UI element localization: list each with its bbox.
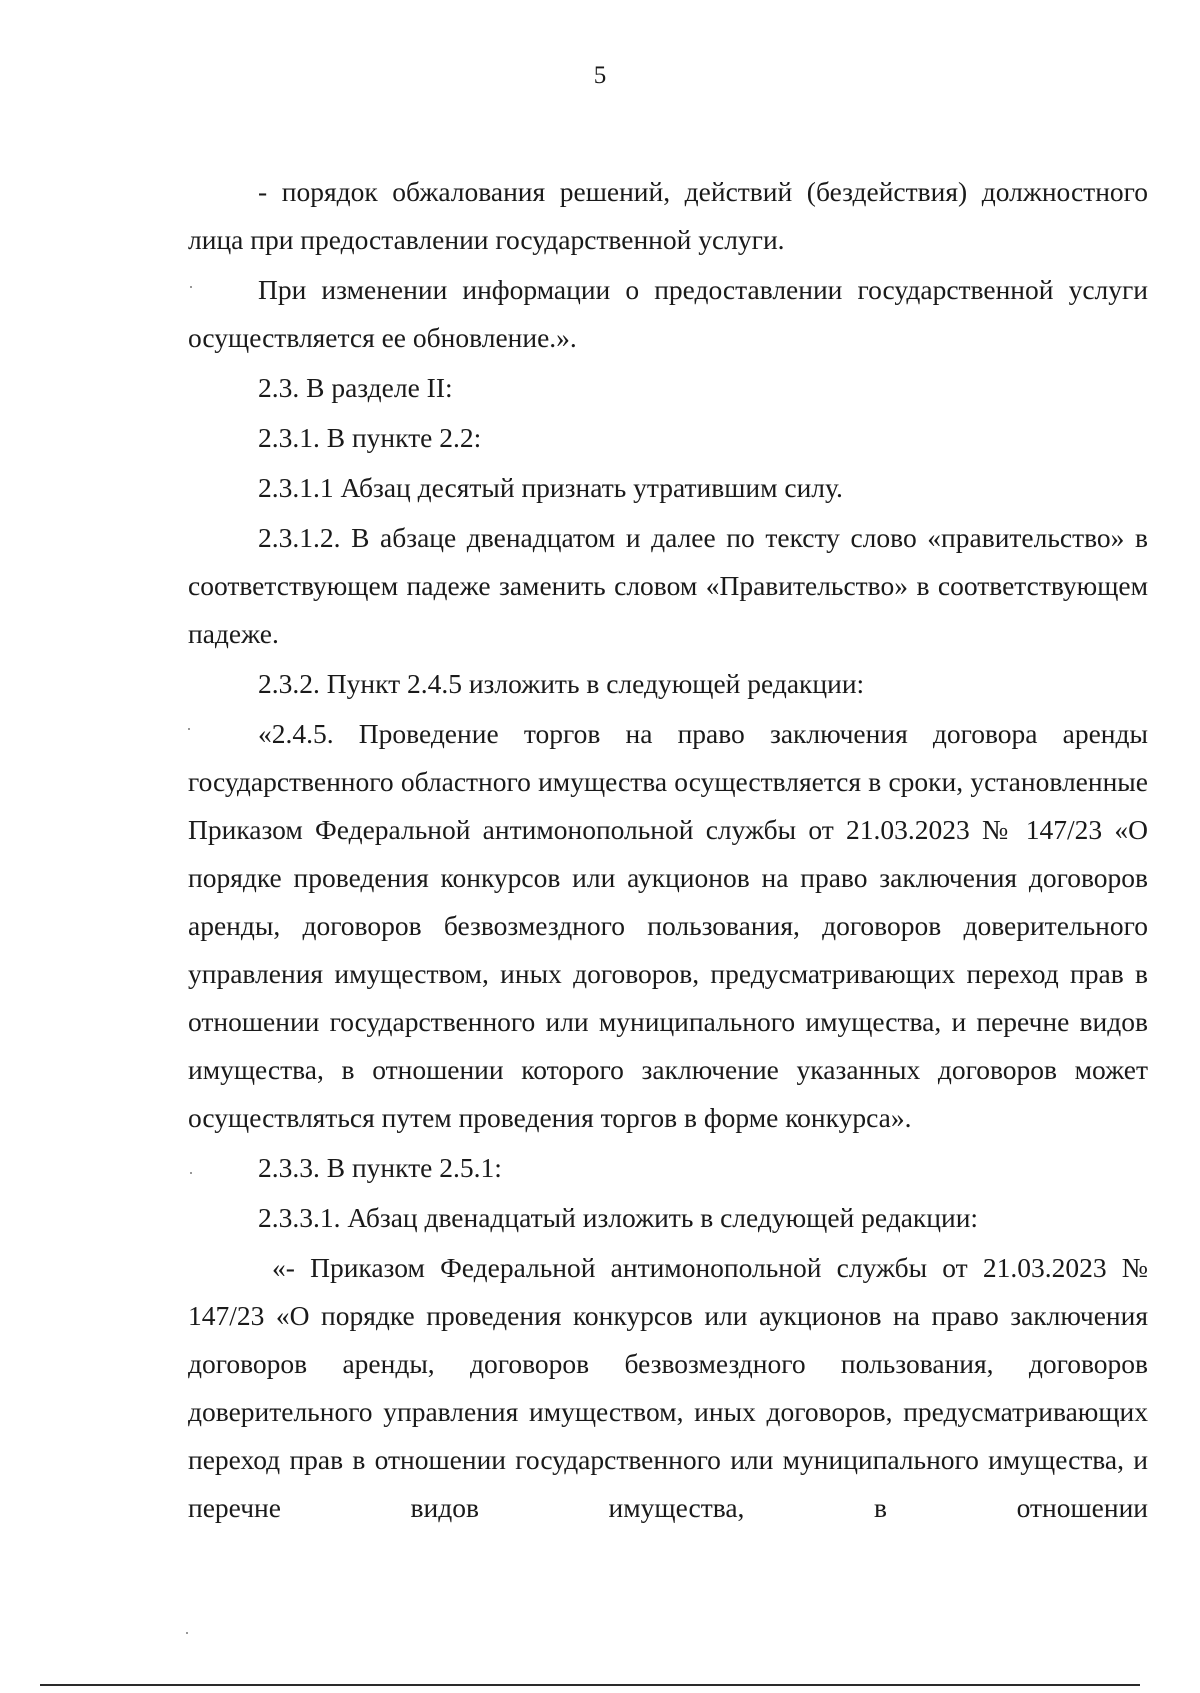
paragraph-order-quote: «- Приказом Федеральной антимонопольной службы от 21.03.2023 № 147/23 «О порядке проведения конкурсов или аукционов на право заключения договоров аренды, договоров безвозмездного пользования, договоров доверительного управления имуществом, иных договоров, предусматривающих переход прав в отношении государственного или муниципального имущества, и перечне видов имущества, в отношении — [188, 1252, 1148, 1523]
paragraph-2-3-1-1: 2.3.1.1 Абзац десятый признать утратившим силу. — [258, 472, 843, 503]
paragraph-appeal-procedure: - порядок обжалования решений, действий (бездействия) должностного лица при предоставлении государственной услуги. — [188, 176, 1148, 255]
scan-bottom-edge — [40, 1684, 1140, 1686]
scan-speck — [186, 1632, 188, 1634]
paragraph-2-3-3-1: 2.3.3.1. Абзац двенадцатый изложить в следующей редакции: — [258, 1202, 979, 1233]
scan-speck — [190, 286, 192, 288]
paragraph-2-3-2: 2.3.2. Пункт 2.4.5 изложить в следующей редакции: — [258, 668, 865, 699]
document-body — [188, 168, 1148, 1532]
paragraph-2-3-3: 2.3.3. В пункте 2.5.1: — [258, 1152, 502, 1183]
page-number: 5 — [593, 62, 607, 89]
paragraph-info-update: При изменении информации о предоставлении государственной услуги осуществляется ее обновление.». — [188, 274, 1148, 353]
paragraph-2-4-5-quote: «2.4.5. Проведение торгов на право заключения договора аренды государственного областного имущества осуществляется в сроки, установленные Приказом Федеральной антимонопольной службы от 21.03.2023 № 147/23 «О порядке проведения конкурсов или аукционов на право заключения договоров аренды, договоров безвозмездного пользования, договоров доверительного управления имуществом, иных договоров, предусматривающих переход прав в отношении государственного или муниципального имущества, и перечне видов имущества, в отношении которого заключение указанных договоров может осуществляться путем проведения торгов в форме конкурса». — [188, 718, 1148, 1133]
paragraph-2-3: 2.3. В разделе II: — [258, 372, 453, 403]
paragraph-2-3-1: 2.3.1. В пункте 2.2: — [258, 422, 482, 453]
scan-speck — [190, 1172, 192, 1174]
paragraph-2-3-1-2: 2.3.1.2. В абзаце двенадцатом и далее по тексту слово «правительство» в соответствующем падеже заменить словом «Правительство» в соответствующем падеже. — [188, 522, 1148, 649]
scan-speck — [188, 728, 190, 730]
